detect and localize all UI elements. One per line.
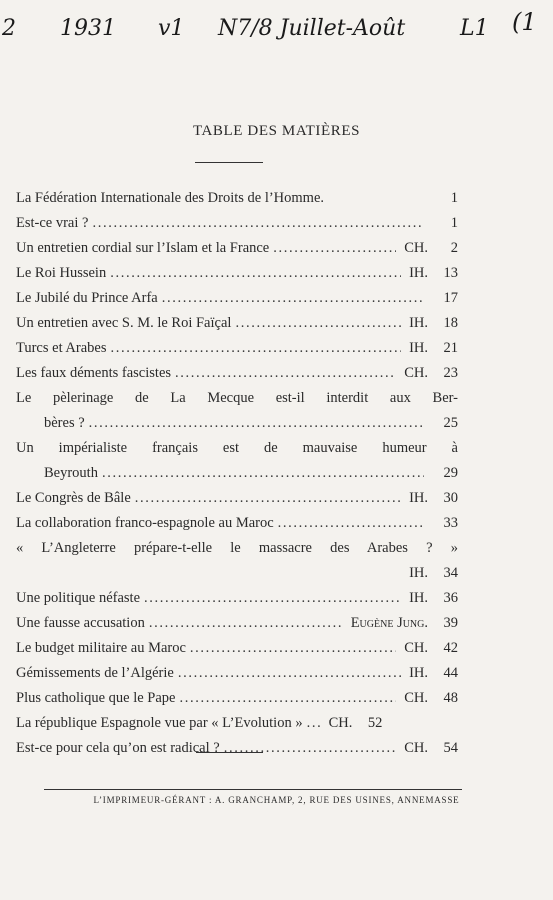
toc-entry-title-line1: Le pèlerinage de La Mecque est-il interdit aux Ber-	[16, 390, 458, 406]
toc-entry-line2	[16, 561, 458, 586]
toc-entry-line	[16, 261, 458, 286]
title-divider	[195, 162, 263, 163]
handwritten-number: 2	[2, 16, 16, 41]
toc-entry	[16, 661, 458, 686]
toc-entry	[16, 686, 458, 711]
toc-entry-title: Un entretien avec S. M. le Roi Faïçal	[16, 315, 232, 331]
page-title: TABLE DES MATIÈRES	[192, 123, 361, 139]
toc-entry	[16, 311, 458, 336]
toc-entry	[16, 436, 458, 486]
toc-entry-page: 42	[443, 640, 458, 656]
handwritten-corner: (1	[512, 8, 537, 36]
toc-entry	[16, 211, 458, 236]
leader-dots	[178, 661, 401, 686]
toc-entry-line	[16, 736, 458, 761]
toc-entry-page: 18	[443, 315, 458, 331]
toc-entry-author: IH.	[409, 665, 428, 681]
toc-entry-line	[16, 286, 458, 311]
toc-entry-title-line2: bères ?	[44, 415, 85, 431]
toc-entry-author: IH.	[409, 340, 428, 356]
toc-entry-title: Le budget militaire au Maroc	[16, 640, 186, 656]
handwritten-volume: v1	[158, 16, 185, 41]
toc-entry-line	[16, 636, 458, 661]
leader-dots	[235, 311, 401, 336]
toc-entry-title: Est-ce vrai ?	[16, 215, 89, 231]
toc-entry	[16, 186, 458, 211]
toc-entry-page: 33	[443, 515, 458, 531]
toc-entry-title: Une fausse accusation	[16, 615, 145, 631]
toc-entry-line	[16, 211, 458, 236]
toc-entry-page: 39	[443, 615, 458, 631]
toc-entry-author: IH.	[409, 315, 428, 331]
toc-entry-title: Le Jubilé du Prince Arfa	[16, 290, 158, 306]
leader-dots	[307, 711, 321, 736]
toc-entry	[16, 486, 458, 511]
toc-entry	[16, 286, 458, 311]
toc-entry-page: 2	[450, 240, 458, 256]
toc-entry-page: 1	[450, 190, 458, 206]
toc-entry-title: Un entretien cordial sur l’Islam et la France	[16, 240, 270, 256]
toc-entry-title: Le Roi Hussein	[16, 265, 107, 281]
leader-dots	[175, 361, 396, 386]
toc-entry-author: CH.	[404, 740, 428, 756]
toc-entry-line	[16, 236, 458, 261]
toc-entry	[16, 336, 458, 361]
toc-entry-line	[16, 686, 458, 711]
toc-entry-author: CH.	[404, 240, 428, 256]
toc-entry-author: CH.	[404, 690, 428, 706]
leader-dots	[92, 211, 424, 236]
toc-entry-page: 29	[443, 465, 458, 481]
toc-entry-page: 1	[450, 215, 458, 231]
toc-entry-page: 36	[443, 590, 458, 606]
toc-entry-title-line1: Un impérialiste français est de mauvaise humeur à	[16, 440, 458, 456]
toc-entry-page: 34	[443, 565, 458, 581]
toc-entry-page: 17	[443, 290, 458, 306]
toc-entry-line	[16, 336, 458, 361]
toc-entry-page: 30	[443, 490, 458, 506]
toc-entry-title: Le Congrès de Bâle	[16, 490, 131, 506]
toc-entry	[16, 586, 458, 611]
toc-entry-line	[16, 511, 458, 536]
toc-entry-line	[16, 711, 458, 736]
leader-dots	[190, 636, 396, 661]
toc-entry-author: CH.	[404, 640, 428, 656]
toc-entry-line2	[16, 411, 458, 436]
toc-entry	[16, 236, 458, 261]
leader-dots	[110, 261, 401, 286]
leader-dots	[162, 286, 424, 311]
toc-entry-page: 23	[443, 365, 458, 381]
leader-dots	[144, 586, 401, 611]
toc-entry-title: « L’Angleterre prépare-t-elle le massacre des Arabes ? »	[16, 540, 458, 556]
toc-entry	[16, 736, 458, 761]
toc-entry-page: 25	[443, 415, 458, 431]
leader-dots	[89, 411, 424, 436]
leader-dots	[102, 461, 424, 486]
handwritten-mark: L1	[460, 16, 489, 41]
toc-entry	[16, 636, 458, 661]
leader-dots	[273, 236, 396, 261]
toc-entry	[16, 361, 458, 386]
toc-entry-title: La collaboration franco-espagnole au Maroc	[16, 515, 274, 531]
handwritten-issue: N7/8 Juillet-Août	[218, 16, 406, 41]
toc-entry-title: Gémissements de l’Algérie	[16, 665, 174, 681]
toc-entry-line	[16, 311, 458, 336]
leader-dots	[278, 511, 424, 536]
toc-entry-author: CH.	[328, 715, 353, 731]
toc-entry-author: Eugène Jung.	[350, 615, 428, 631]
toc-entry-title: Une politique néfaste	[16, 590, 141, 606]
toc-entry-title: Turcs et Arabes	[16, 340, 107, 356]
toc-entry-page: 21	[443, 340, 458, 356]
toc-entry-line	[16, 611, 458, 636]
toc-entry-page: 52	[367, 715, 383, 731]
toc-entry-title-line2: Beyrouth	[44, 465, 98, 481]
toc-entry-author: CH.	[404, 365, 428, 381]
toc-entry-title: Plus catholique que le Pape	[16, 690, 176, 706]
leader-dots	[110, 336, 401, 361]
toc-entry-page: 54	[443, 740, 458, 756]
toc-entry-line2	[16, 461, 458, 486]
leader-dots	[179, 686, 396, 711]
toc-entry-author: IH.	[409, 490, 428, 506]
toc-entry-line	[16, 361, 458, 386]
toc-entry-author: IH.	[409, 265, 428, 281]
toc-entry-title: Est-ce pour cela qu’on est radical ?	[16, 740, 220, 756]
toc-entry	[16, 511, 458, 536]
toc-entry-page: 13	[443, 265, 458, 281]
toc-entry	[16, 611, 458, 636]
toc-entry-author: IH.	[409, 590, 428, 606]
leader-dots	[224, 736, 397, 761]
toc-entry-title: Les faux déments fascistes	[16, 365, 172, 381]
handwritten-annotation	[0, 8, 553, 56]
leader-dots	[135, 486, 401, 511]
leader-dots	[149, 611, 343, 636]
table-of-contents	[16, 186, 458, 761]
printer-imprint: L’IMPRIMEUR-GÉRANT : A. GRANCHAMP, 2, RUE DES USINES, ANNEMASSE	[93, 795, 460, 805]
toc-entry-line	[16, 586, 458, 611]
toc-entry-line	[16, 486, 458, 511]
toc-entry	[16, 261, 458, 286]
toc-entry-author: IH.	[409, 565, 428, 581]
toc-entry-page: 44	[443, 665, 458, 681]
toc-entry	[16, 386, 458, 436]
bottom-divider	[196, 752, 263, 753]
toc-entry-line	[16, 186, 458, 211]
toc-entry-page: 48	[443, 690, 458, 706]
toc-entry-title: La république Espagnole vue par « L’Evolution »	[16, 715, 303, 731]
toc-entry-line	[16, 661, 458, 686]
toc-entry	[16, 711, 458, 736]
handwritten-year: 1931	[60, 16, 116, 41]
toc-entry	[16, 536, 458, 586]
toc-entry-title: La Fédération Internationale des Droits de l’Homme.	[16, 190, 325, 206]
footer-rule	[44, 789, 462, 790]
